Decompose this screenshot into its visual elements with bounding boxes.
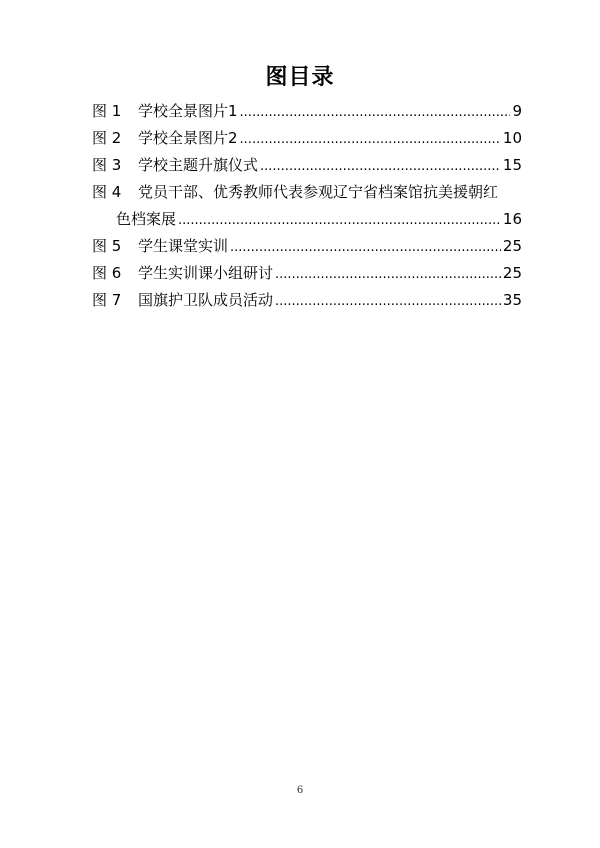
- toc-entry-continuation[interactable]: [92, 206, 522, 233]
- figure-label: 图 2: [92, 129, 122, 147]
- page-ref: 25: [502, 237, 522, 255]
- toc-entry[interactable]: [92, 125, 522, 152]
- figure-title: 学校全景图片1: [138, 102, 238, 120]
- toc-entry[interactable]: [92, 98, 522, 125]
- page-title: 图目录: [265, 65, 335, 90]
- figure-label: 图 3: [92, 156, 122, 174]
- toc-entry[interactable]: [92, 152, 522, 179]
- figure-title: 学生实训课小组研讨: [138, 264, 274, 282]
- dot-leader: [275, 288, 501, 315]
- toc-entry[interactable]: [92, 260, 522, 287]
- figure-title-continuation: 色档案展: [116, 210, 177, 228]
- figure-title: 学校主题升旗仪式: [138, 156, 259, 174]
- toc-entry[interactable]: [92, 179, 522, 206]
- figure-label: 图 5: [92, 237, 122, 255]
- figure-title: 学生课堂实训: [138, 237, 229, 255]
- figure-label: 图 6: [92, 264, 122, 282]
- figure-label: 图 7: [92, 291, 122, 309]
- dot-leader: [178, 207, 501, 234]
- dot-leader: [230, 234, 501, 261]
- page-number: 6: [296, 785, 304, 796]
- dot-leader: [240, 126, 501, 153]
- figure-label: 图 1: [92, 102, 122, 120]
- page-ref: 9: [512, 102, 522, 120]
- page-ref: 35: [502, 291, 522, 309]
- page-ref: 16: [502, 210, 522, 228]
- toc-entry[interactable]: [92, 287, 522, 314]
- toc-entry[interactable]: [92, 233, 522, 260]
- dot-leader: [260, 153, 501, 180]
- figure-title: 学校全景图片2: [138, 129, 238, 147]
- figure-title: 党员干部、优秀教师代表参观辽宁省档案馆抗美援朝红: [138, 183, 499, 201]
- page-ref: 10: [502, 129, 522, 147]
- page-ref: 15: [502, 156, 522, 174]
- dot-leader: [275, 261, 501, 288]
- dot-leader: [240, 99, 511, 126]
- page-ref: 25: [502, 264, 522, 282]
- figure-list: [92, 98, 522, 314]
- figure-label: 图 4: [92, 183, 122, 201]
- figure-title: 国旗护卫队成员活动: [138, 291, 274, 309]
